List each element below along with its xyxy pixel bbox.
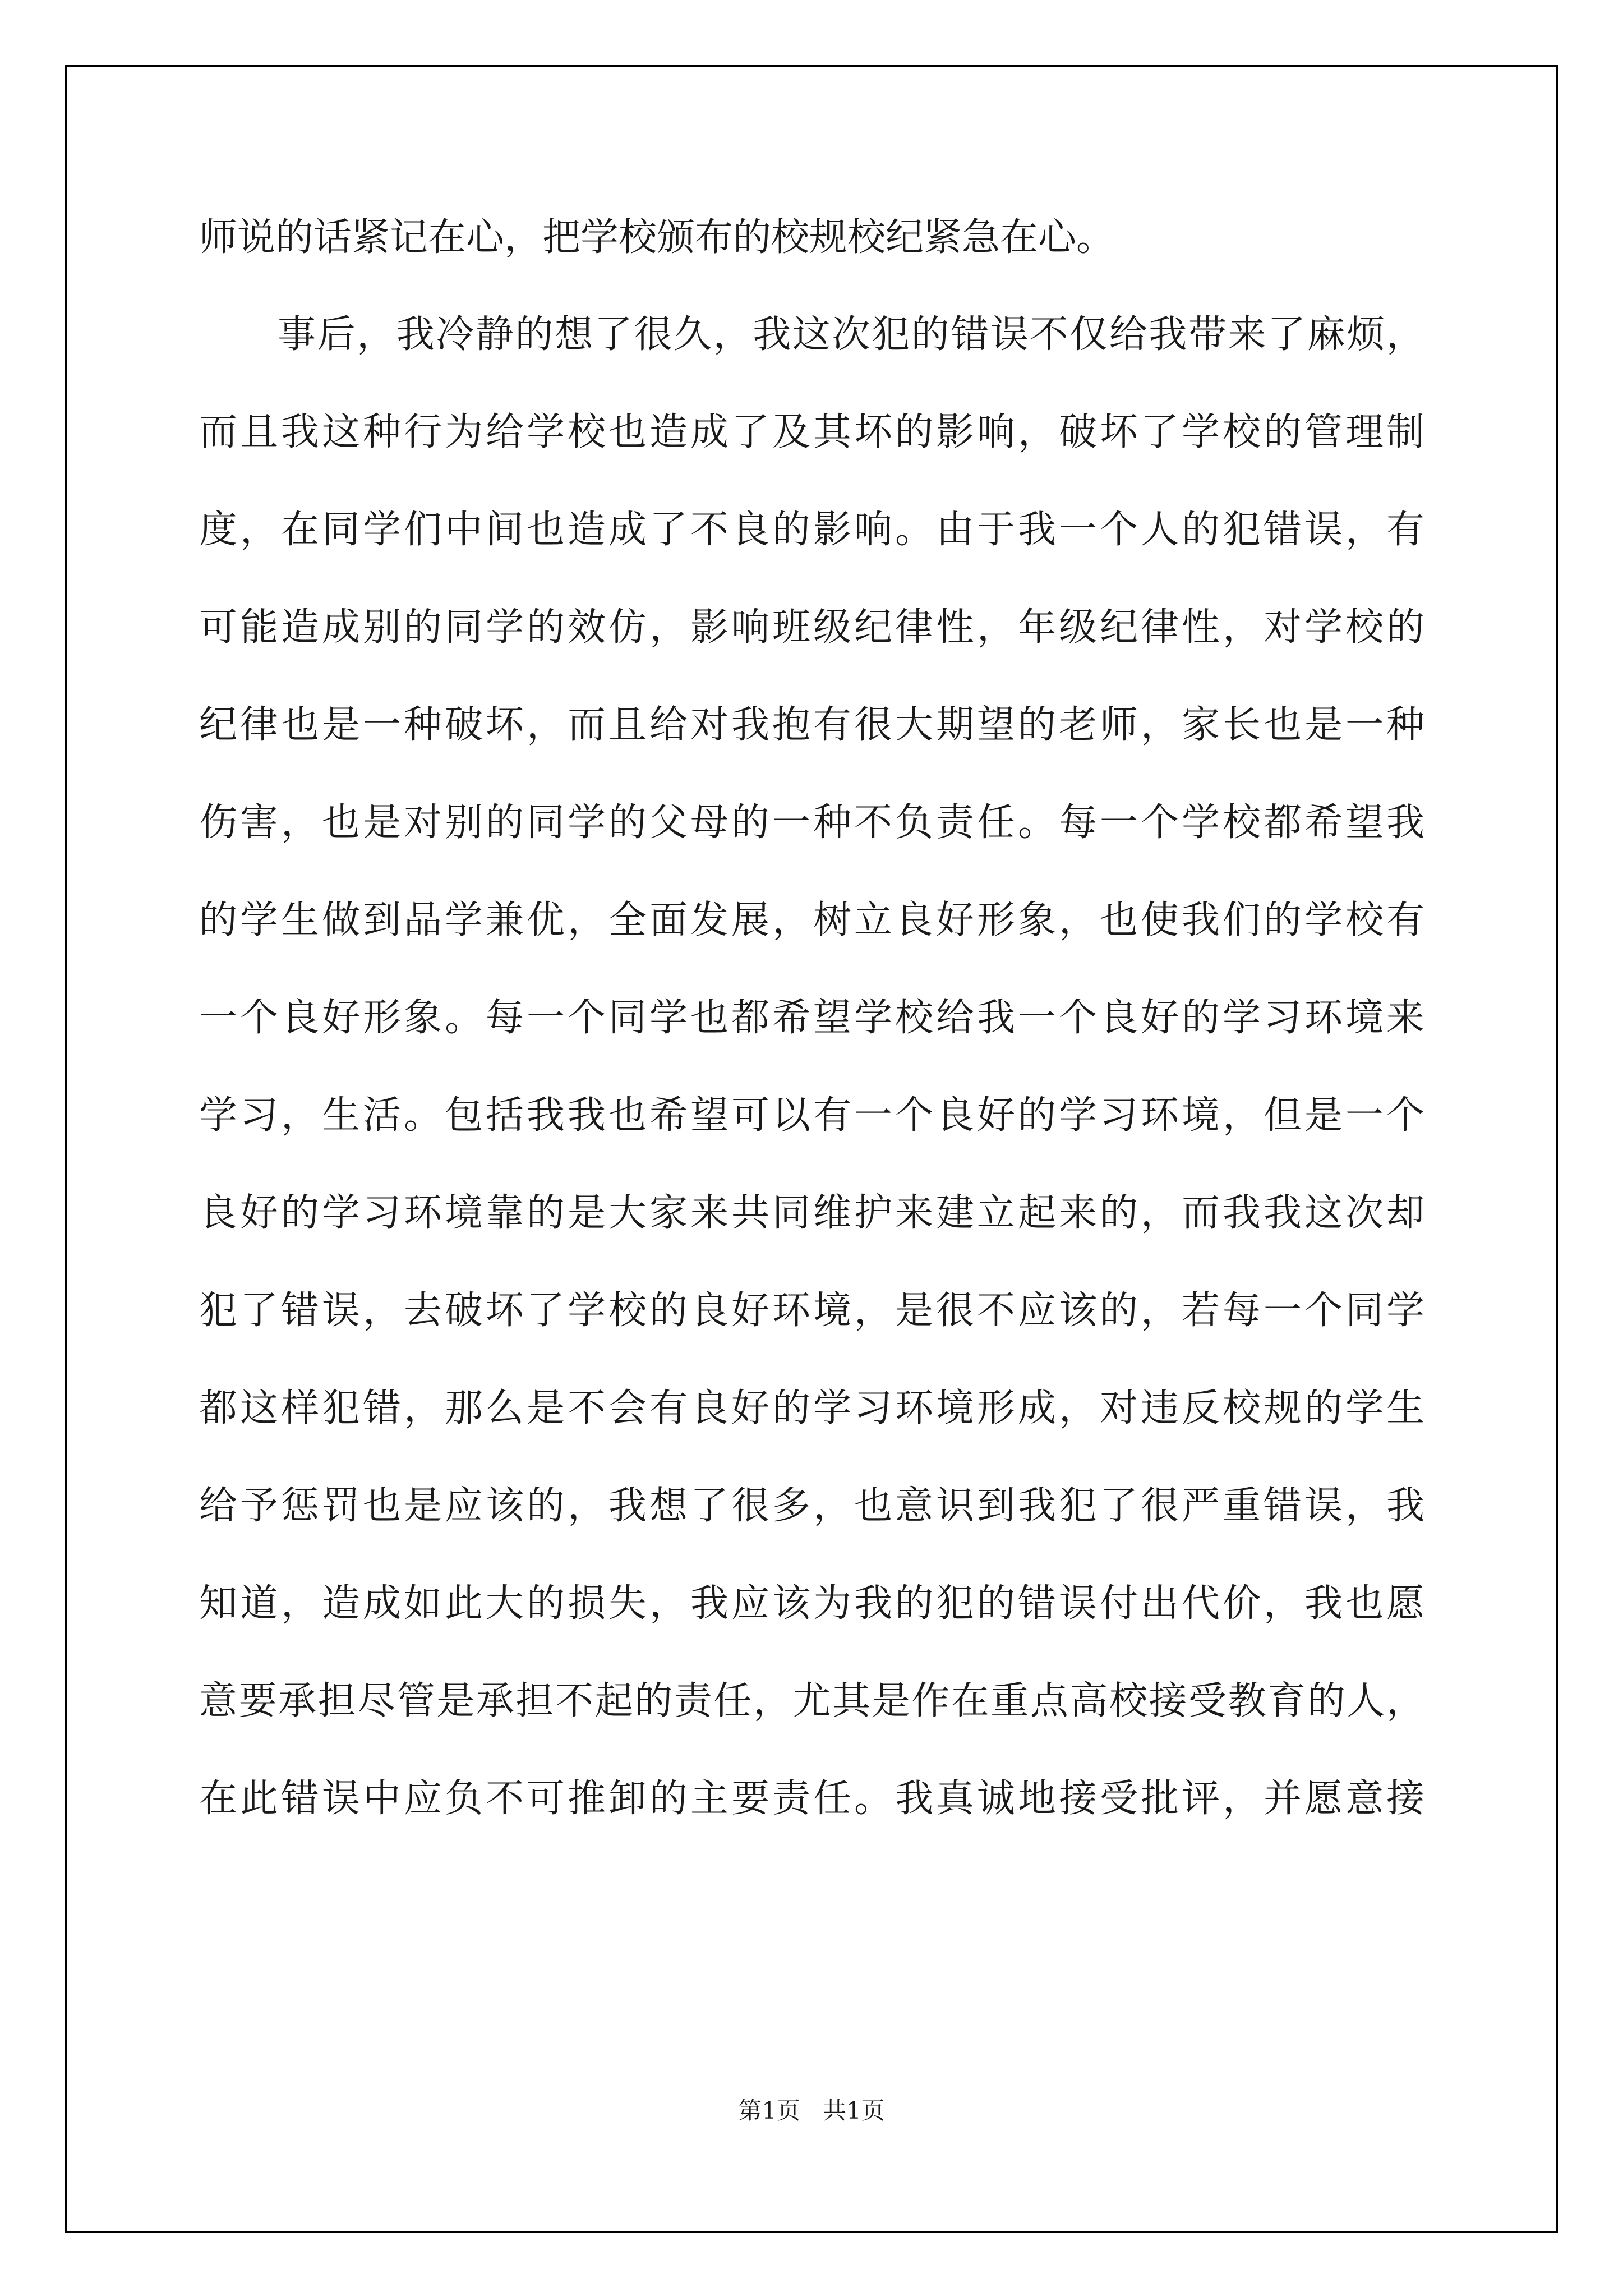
text-line-8: 的学生做到品学兼优，全面发展，树立良好形象，也使我们的学校有 [199, 898, 1424, 942]
text-line-14: 给予惩罚也是应该的，我想了很多，也意识到我犯了很严重错误，我 [199, 1484, 1424, 1528]
text-line-1: 师说的话紧记在心，把学校颁布的校规校纪紧急在心。 [199, 215, 1115, 260]
page-border [65, 65, 1558, 2233]
text-line-12: 犯了错误，去破坏了学校的良好环境，是很不应该的，若每一个同学 [199, 1289, 1424, 1333]
text-line-17: 在此错误中应负不可推卸的主要责任。我真诚地接受批评，并愿意接 [199, 1777, 1424, 1821]
text-line-2: 事后，我冷静的想了很久，我这次犯的错误不仅给我带来了麻烦， [278, 312, 1424, 357]
text-line-11: 良好的学习环境靠的是大家来共同维护来建立起来的，而我我这次却 [199, 1191, 1424, 1235]
text-line-6: 纪律也是一种破坏，而且给对我抱有很大期望的老师，家长也是一种 [199, 703, 1424, 747]
text-line-4: 度，在同学们中间也造成了不良的影响。由于我一个人的犯错误，有 [199, 508, 1424, 552]
text-line-3: 而且我这种行为给学校也造成了及其坏的影响，破坏了学校的管理制 [199, 410, 1424, 454]
text-line-10: 学习，生活。包括我我也希望可以有一个良好的学习环境，但是一个 [199, 1093, 1424, 1138]
page-number: 第1页 共1页 [738, 2097, 885, 2124]
text-line-15: 知道，造成如此大的损失，我应该为我的犯的错误付出代价，我也愿 [199, 1581, 1424, 1626]
text-line-13: 都这样犯错，那么是不会有良好的学习环境形成，对违反校规的学生 [199, 1386, 1424, 1430]
text-line-7: 伤害，也是对别的同学的父母的一种不负责任。每一个学校都希望我 [199, 800, 1424, 845]
text-line-16: 意要承担尽管是承担不起的责任，尤其是作在重点高校接受教育的人， [199, 1679, 1424, 1723]
text-line-9: 一个良好形象。每一个同学也都希望学校给我一个良好的学习环境来 [199, 996, 1424, 1040]
text-line-5: 可能造成别的同学的效仿，影响班级纪律性，年级纪律性，对学校的 [199, 605, 1424, 650]
